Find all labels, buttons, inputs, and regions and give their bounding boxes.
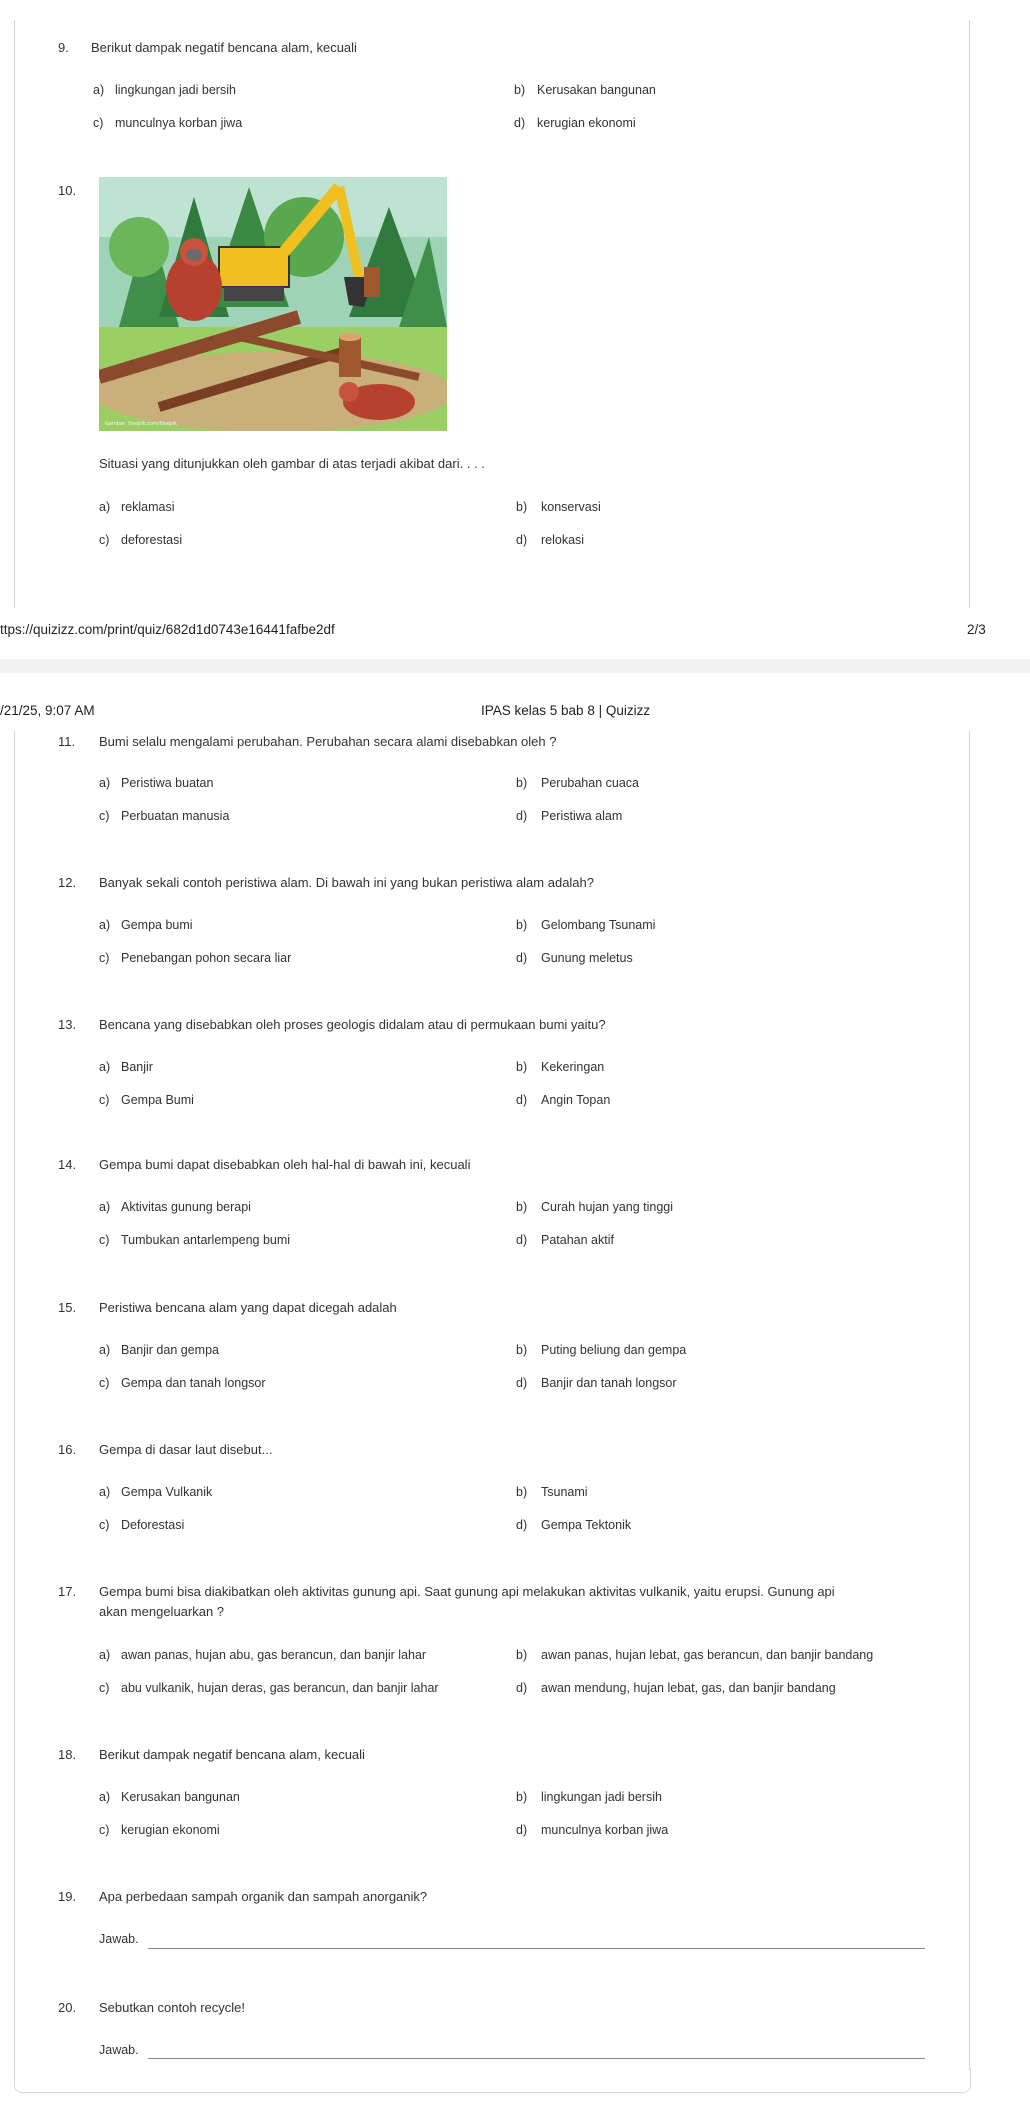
q12-option-d-letter[interactable]: d) <box>516 951 528 965</box>
q18-option-b[interactable]: lingkungan jadi bersih <box>541 1790 662 1804</box>
question-17-text-line2: akan mengeluarkan ? <box>99 1604 225 1619</box>
q11-option-d-letter[interactable]: d) <box>516 809 528 823</box>
q9-option-d-letter[interactable]: d) <box>514 116 526 130</box>
question-15-text: Peristiwa bencana alam yang dapat dicegah adalah <box>99 1300 397 1315</box>
q13-option-a[interactable]: Banjir <box>121 1060 153 1074</box>
q9-option-c[interactable]: munculnya korban jiwa <box>115 116 243 130</box>
q14-option-d[interactable]: Patahan aktif <box>541 1233 614 1247</box>
question-10-text: Situasi yang ditunjukkan oleh gambar di atas terjadi akibat dari. . . . <box>99 456 485 471</box>
question-18-text: Berikut dampak negatif bencana alam, kecuali <box>99 1747 365 1762</box>
q13-option-c[interactable]: Gempa Bumi <box>121 1093 194 1107</box>
q18-option-d-letter[interactable]: d) <box>516 1823 528 1837</box>
q14-option-b[interactable]: Curah hujan yang tinggi <box>541 1200 674 1214</box>
header-date: /21/25, 9:07 AM <box>0 703 95 718</box>
page2-right-border <box>969 730 970 2070</box>
q15-option-d-letter[interactable]: d) <box>516 1376 528 1390</box>
q20-answer-label: Jawab. <box>99 2043 139 2057</box>
q18-option-c[interactable]: kerugian ekonomi <box>121 1823 220 1837</box>
q18-option-d[interactable]: munculnya korban jiwa <box>541 1823 669 1837</box>
q10-option-c[interactable]: deforestasi <box>121 533 183 547</box>
q9-option-c-letter[interactable]: c) <box>93 116 104 130</box>
q16-option-c[interactable]: Deforestasi <box>121 1518 185 1532</box>
q11-option-c-letter[interactable]: c) <box>99 809 110 823</box>
q12-option-a-letter[interactable]: a) <box>99 918 111 932</box>
q18-option-b-letter[interactable]: b) <box>516 1790 528 1804</box>
question-19-text: Apa perbedaan sampah organik dan sampah anorganik? <box>99 1889 428 1904</box>
question-16-text: Gempa di dasar laut disebut... <box>99 1442 273 1457</box>
question-9-text: Berikut dampak negatif bencana alam, kecuali <box>91 40 357 55</box>
q13-option-b-letter[interactable]: b) <box>516 1060 528 1074</box>
q17-option-d[interactable]: awan mendung, hujan lebat, gas, dan banjir bandang <box>541 1681 836 1695</box>
q11-option-b-letter[interactable]: b) <box>516 776 528 790</box>
q15-option-a-letter[interactable]: a) <box>99 1343 111 1357</box>
question-19-number: 19. <box>58 1889 77 1904</box>
q17-option-c[interactable]: abu vulkanik, hujan deras, gas berancun, dan banjir lahar <box>121 1681 439 1695</box>
question-13-number: 13. <box>58 1017 77 1032</box>
q14-option-c-letter[interactable]: c) <box>99 1233 110 1247</box>
q12-option-a[interactable]: Gempa bumi <box>121 918 193 932</box>
question-9-number: 9. <box>58 40 69 55</box>
q13-option-d-letter[interactable]: d) <box>516 1093 528 1107</box>
q16-option-b-letter[interactable]: b) <box>516 1485 528 1499</box>
question-12-text: Banyak sekali contoh peristiwa alam. Di bawah ini yang bukan peristiwa alam adalah? <box>99 875 594 890</box>
q13-option-c-letter[interactable]: c) <box>99 1093 110 1107</box>
question-14-number: 14. <box>58 1157 77 1172</box>
q16-option-c-letter[interactable]: c) <box>99 1518 110 1532</box>
q16-option-a[interactable]: Gempa Vulkanik <box>121 1485 213 1499</box>
q18-option-c-letter[interactable]: c) <box>99 1823 110 1837</box>
q14-option-a-letter[interactable]: a) <box>99 1200 111 1214</box>
q12-option-d[interactable]: Gunung meletus <box>541 951 633 965</box>
question-20-text: Sebutkan contoh recycle! <box>99 2000 245 2015</box>
q11-option-a-letter[interactable]: a) <box>99 776 111 790</box>
q11-option-c[interactable]: Perbuatan manusia <box>121 809 230 823</box>
question-13-text: Bencana yang disebabkan oleh proses geologis didalam atau di permukaan bumi yaitu? <box>99 1017 606 1032</box>
page-separator <box>0 659 1030 673</box>
q17-option-d-letter[interactable]: d) <box>516 1681 528 1695</box>
question-17-text-line1: Gempa bumi bisa diakibatkan oleh aktivitas gunung api. Saat gunung api melakukan aktivitas vulkanik, yaitu erupsi. Gunung api <box>99 1584 835 1599</box>
header-title: IPAS kelas 5 bab 8 | Quizizz <box>481 703 651 718</box>
page2-left-border <box>14 730 15 2070</box>
q10-option-b-letter[interactable]: b) <box>516 500 528 514</box>
q10-option-b[interactable]: konservasi <box>541 500 601 514</box>
question-12-number: 12. <box>58 875 77 890</box>
q17-option-b[interactable]: awan panas, hujan lebat, gas berancun, dan banjir bandang <box>541 1648 874 1662</box>
question-15-number: 15. <box>58 1300 77 1315</box>
page2-card-bottom <box>14 2068 971 2093</box>
deforestation-illustration <box>99 177 447 431</box>
q17-option-c-letter[interactable]: c) <box>99 1681 110 1695</box>
q19-answer-line[interactable] <box>148 1948 925 1949</box>
footer-page-number: 2/3 <box>967 622 986 637</box>
q9-option-b[interactable]: Kerusakan bangunan <box>537 83 656 97</box>
q9-option-b-letter[interactable]: b) <box>514 83 526 97</box>
q12-option-c[interactable]: Penebangan pohon secara liar <box>121 951 292 965</box>
q12-option-c-letter[interactable]: c) <box>99 951 110 965</box>
footer-url[interactable]: ttps://quizizz.com/print/quiz/682d1d0743e16441fafbe2df <box>0 622 335 637</box>
q10-option-d-letter[interactable]: d) <box>516 533 528 547</box>
q15-option-b-letter[interactable]: b) <box>516 1343 528 1357</box>
question-11-number: 11. <box>58 734 76 749</box>
q11-option-a[interactable]: Peristiwa buatan <box>121 776 214 790</box>
q18-option-a-letter[interactable]: a) <box>99 1790 111 1804</box>
q9-option-a-letter[interactable]: a) <box>93 83 105 97</box>
question-14-text: Gempa bumi dapat disebabkan oleh hal-hal di bawah ini, kecuali <box>99 1157 471 1172</box>
q13-option-d[interactable]: Angin Topan <box>541 1093 611 1107</box>
q10-option-a-letter[interactable]: a) <box>99 500 111 514</box>
question-16-number: 16. <box>58 1442 77 1457</box>
q12-option-b-letter[interactable]: b) <box>516 918 528 932</box>
q15-option-a[interactable]: Banjir dan gempa <box>121 1343 219 1357</box>
q9-option-a[interactable]: lingkungan jadi bersih <box>115 83 236 97</box>
q10-option-d[interactable]: relokasi <box>541 533 585 547</box>
page1-right-border <box>969 20 970 608</box>
q16-option-d-letter[interactable]: d) <box>516 1518 528 1532</box>
q17-option-a[interactable]: awan panas, hujan abu, gas berancun, dan banjir lahar <box>121 1648 427 1662</box>
question-20-number: 20. <box>58 2000 77 2015</box>
q12-option-b[interactable]: Gelombang Tsunami <box>541 918 656 932</box>
page1-left-border <box>14 20 15 608</box>
question-17-number: 17. <box>58 1584 77 1599</box>
q16-option-d[interactable]: Gempa Tektonik <box>541 1518 632 1532</box>
q15-option-b[interactable]: Puting beliung dan gempa <box>541 1343 687 1357</box>
q18-option-a[interactable]: Kerusakan bangunan <box>121 1790 240 1804</box>
q14-option-a[interactable]: Aktivitas gunung berapi <box>121 1200 251 1214</box>
question-10-number: 10. <box>58 183 77 198</box>
question-18-number: 18. <box>58 1747 77 1762</box>
q13-option-b[interactable]: Kekeringan <box>541 1060 605 1074</box>
q9-option-d[interactable]: kerugian ekonomi <box>537 116 636 130</box>
q16-option-b[interactable]: Tsunami <box>541 1485 588 1499</box>
q10-option-c-letter[interactable]: c) <box>99 533 110 547</box>
q15-option-d[interactable]: Banjir dan tanah longsor <box>541 1376 677 1390</box>
q11-option-b[interactable]: Perubahan cuaca <box>541 776 639 790</box>
q14-option-c[interactable]: Tumbukan antarlempeng bumi <box>121 1233 291 1247</box>
q16-option-a-letter[interactable]: a) <box>99 1485 111 1499</box>
q17-option-b-letter[interactable]: b) <box>516 1648 528 1662</box>
q14-option-b-letter[interactable]: b) <box>516 1200 528 1214</box>
question-11-text: Bumi selalu mengalami perubahan. Perubahan secara alami disebabkan oleh ? <box>99 734 557 749</box>
q14-option-d-letter[interactable]: d) <box>516 1233 528 1247</box>
q10-option-a[interactable]: reklamasi <box>121 500 175 514</box>
q13-option-a-letter[interactable]: a) <box>99 1060 111 1074</box>
q15-option-c[interactable]: Gempa dan tanah longsor <box>121 1376 266 1390</box>
q19-answer-label: Jawab. <box>99 1932 139 1946</box>
q11-option-d[interactable]: Peristiwa alam <box>541 809 623 823</box>
q20-answer-line[interactable] <box>148 2058 925 2059</box>
q17-option-a-letter[interactable]: a) <box>99 1648 111 1662</box>
q15-option-c-letter[interactable]: c) <box>99 1376 110 1390</box>
image-caption: Gambar: freepik.com/freepik <box>105 421 177 427</box>
